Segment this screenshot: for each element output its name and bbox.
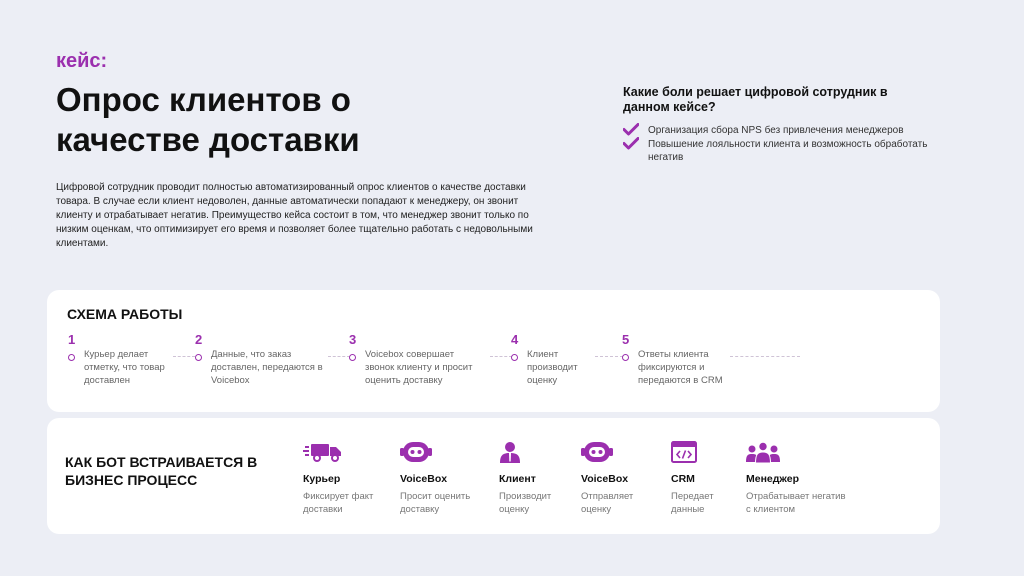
actor-voicebox [400, 440, 480, 516]
integration-title: КАК БОТ ВСТРАИВАЕТСЯ В БИЗНЕС ПРОЦЕСС [65, 454, 258, 488]
step-text: Клиент производит оценку [527, 349, 578, 386]
robot-icon [581, 441, 613, 463]
actor-name: Курьер [303, 473, 341, 485]
step-text: Курьер делает отметку, что товар доставлен [84, 349, 165, 386]
team-icon [746, 441, 780, 463]
actor-desc: Отрабатывает негатив с клиентом [746, 491, 846, 515]
pains-item-text: Повышение лояльности клиента и возможность обработать негатив [648, 139, 928, 163]
actor-name: CRM [671, 473, 695, 485]
scheme-step-3 [349, 332, 485, 387]
actor-manager [746, 440, 846, 516]
step-text: Voicebox совершает звонок клиенту и просит оценить доставку [365, 349, 473, 386]
step-dot [511, 354, 518, 361]
pains-section [623, 85, 943, 165]
step-number: 3 [349, 332, 357, 347]
crm-window-icon [671, 441, 697, 463]
step-connector [730, 356, 800, 357]
step-dot [195, 354, 202, 361]
scheme-title: СХЕМА РАБОТЫ [67, 306, 183, 322]
step-number: 4 [511, 332, 519, 347]
step-dot [622, 354, 629, 361]
delivery-truck-icon [303, 442, 343, 462]
scheme-step-4 [511, 332, 587, 387]
step-text: Ответы клиента фиксируются и передаются в CRM [638, 349, 723, 386]
actor-desc: Отправляет оценку [581, 491, 634, 515]
actor-name: VoiceBox [581, 473, 629, 485]
case-description: Цифровой сотрудник проводит полностью автоматизированный опрос клиентов о качестве доставки товара. В случае если клиент недоволен, данные автоматически попадают к менеджеру, он звонит клиенту и отрабатывает негатив. Преимущество кейса состоит в том, что менеджер звонит только по низким оценкам, что оптимизирует его время и позволяет более тщательно работать с недовольными клиентами. [56, 182, 533, 249]
client-person-icon [499, 441, 521, 463]
pains-item [623, 138, 943, 164]
actor-desc: Просит оценить доставку [400, 491, 471, 515]
case-kicker: кейс: [56, 50, 108, 72]
actor-desc: Фиксирует факт доставки [303, 491, 374, 515]
scheme-step-5 [622, 332, 730, 387]
page-title: Опрос клиентов о качестве доставки [56, 81, 360, 158]
integration-card [47, 418, 940, 534]
step-connector [595, 356, 623, 357]
actor-crm [671, 440, 727, 516]
step-number: 2 [195, 332, 203, 347]
actor-courier [303, 440, 379, 516]
step-text: Данные, что заказ доставлен, передаются в Voicebox [211, 349, 323, 386]
pains-item [623, 124, 943, 137]
pains-list [623, 124, 943, 164]
actor-name: VoiceBox [400, 473, 448, 485]
step-dot [68, 354, 75, 361]
step-connector [490, 356, 512, 357]
step-connector [328, 356, 350, 357]
check-icon [623, 137, 639, 150]
step-connector [173, 356, 195, 357]
actor-voicebox [581, 440, 649, 516]
check-icon [623, 123, 639, 136]
scheme-step-1 [68, 332, 166, 387]
actor-client [499, 440, 563, 516]
step-dot [349, 354, 356, 361]
robot-icon [400, 441, 432, 463]
step-number: 5 [622, 332, 630, 347]
scheme-card [47, 290, 940, 412]
pains-item-text: Организация сбора NPS без привлечения менеджеров [648, 125, 904, 136]
actor-desc: Производит оценку [499, 491, 552, 515]
scheme-step-2 [195, 332, 323, 387]
actor-name: Клиент [499, 473, 536, 485]
step-number: 1 [68, 332, 76, 347]
actor-name: Менеджер [746, 473, 799, 485]
actor-desc: Передает данные [671, 491, 714, 515]
pains-title: Какие боли решает цифровой сотрудник в данном кейсе? [623, 85, 888, 114]
